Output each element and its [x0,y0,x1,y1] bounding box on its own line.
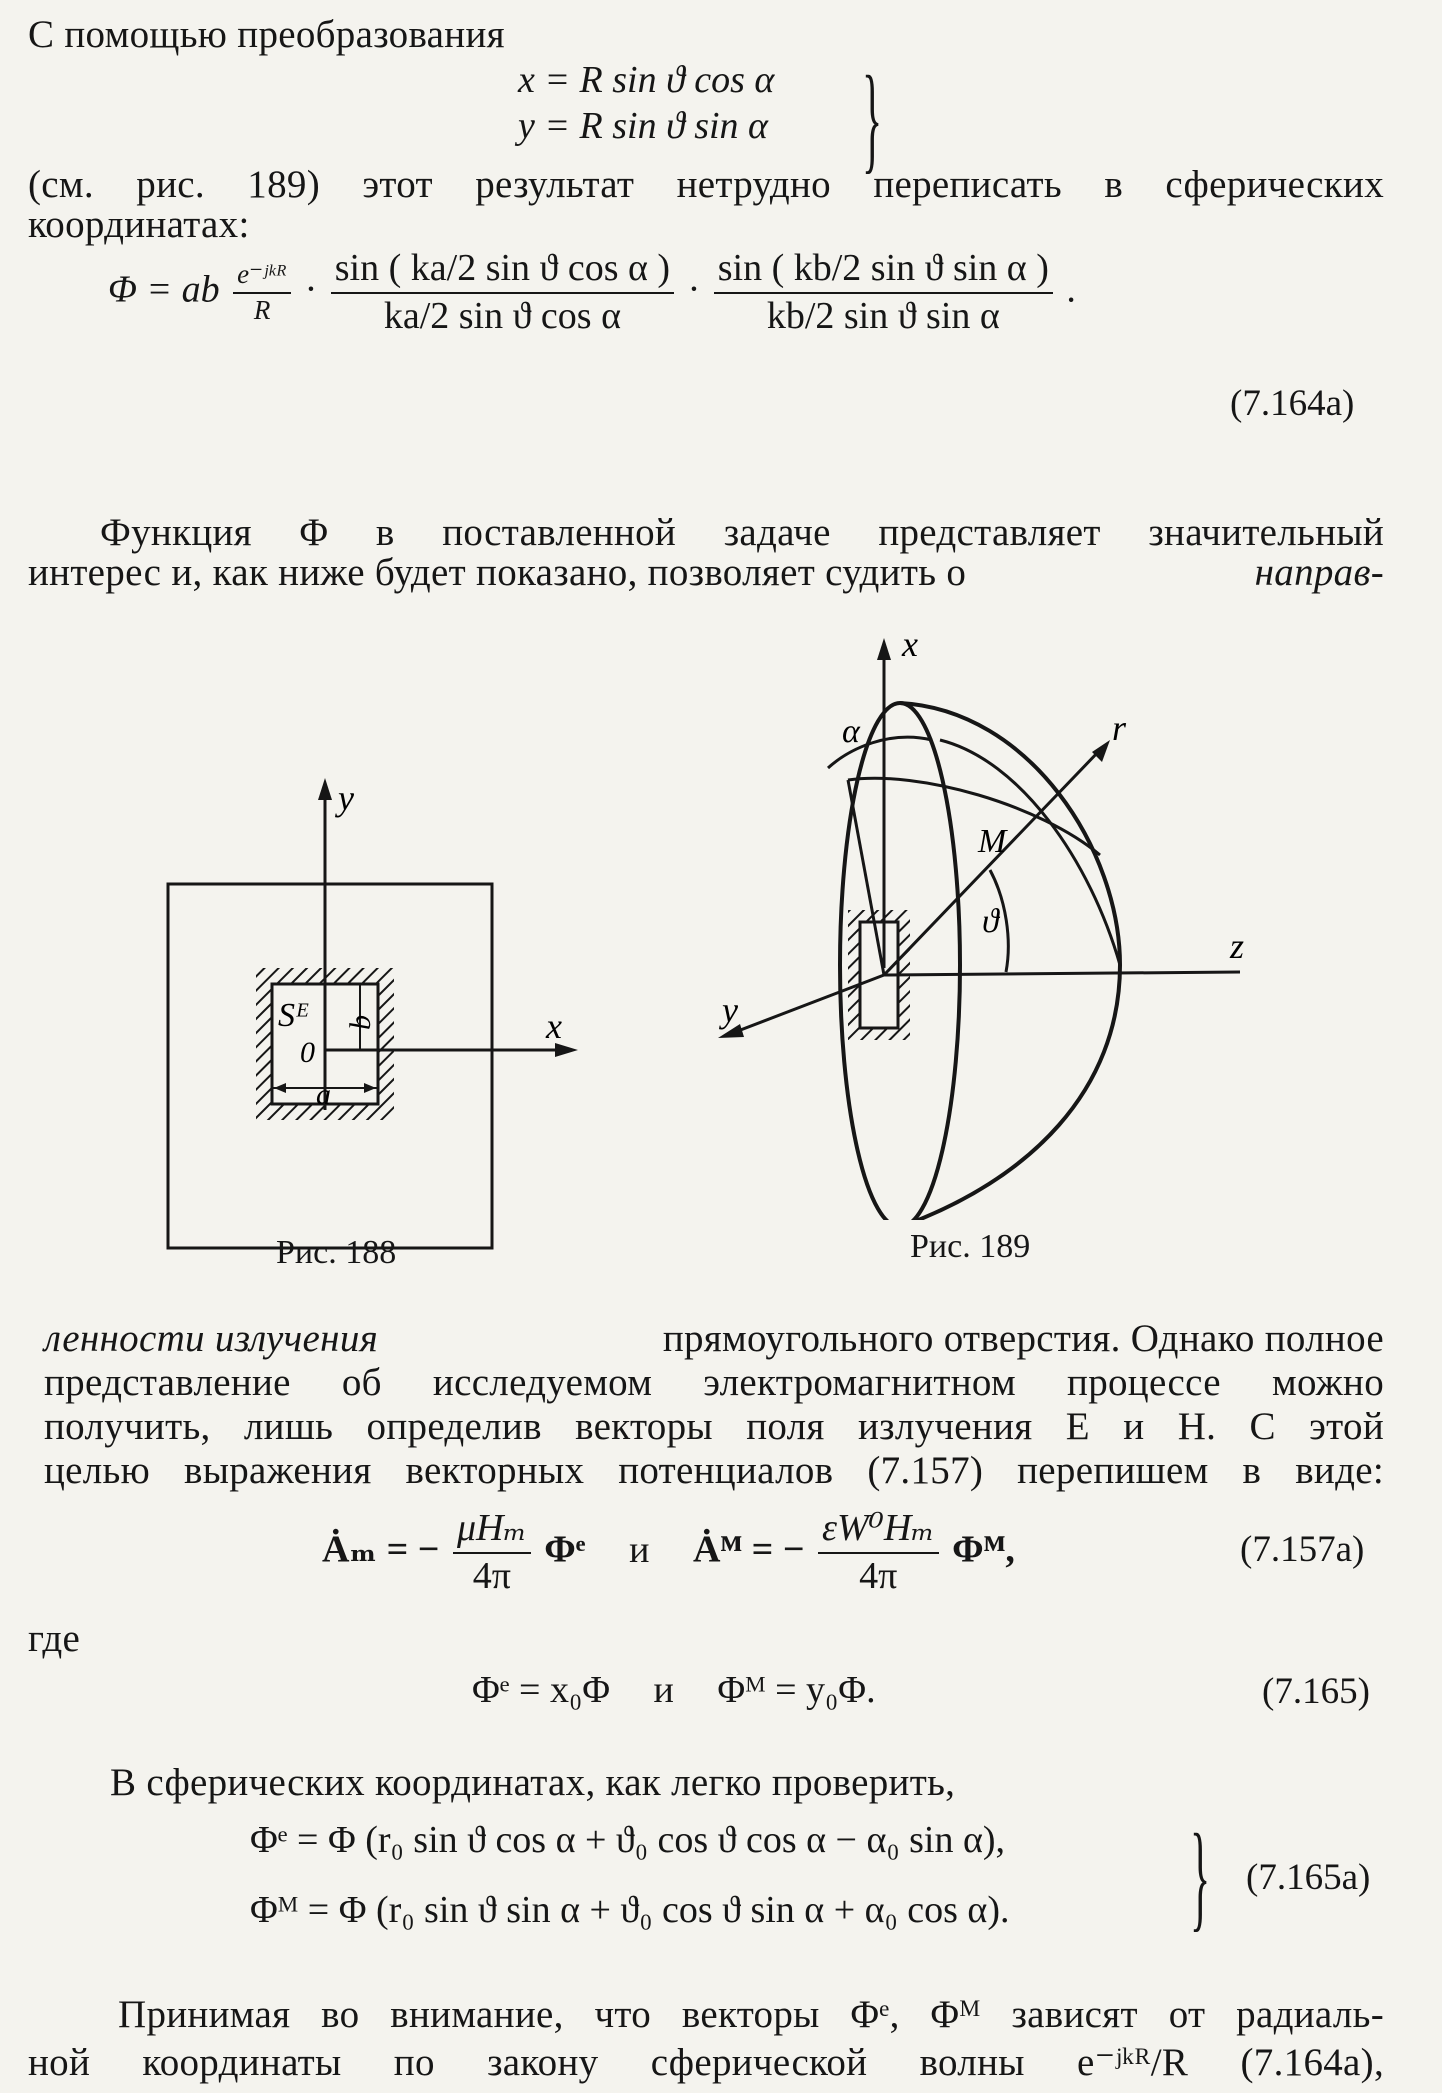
text-line [28,552,1384,595]
label-m: M [978,823,1007,860]
text-line: представление об исследуемом электромагнитном процессе можно [44,1361,1384,1404]
numerator: μHₘ [453,1508,531,1554]
numerator: εW⁰Hₘ [818,1508,939,1554]
text-line: (см. рис. 189) этот результат нетрудно переписать в сферических [28,163,1384,206]
denominator: 4π [859,1554,898,1597]
text-line: целью выражения векторных потенциалов (7.157) перепишем в виде: [44,1449,1384,1492]
y-arrow [318,778,332,800]
label-y: y [722,990,738,1030]
label-x: x [546,1006,562,1046]
label-origin: 0 [300,1036,315,1069]
label-a: a [316,1078,331,1111]
r-arrow [1092,740,1110,762]
outer-screen [168,884,492,1248]
label-z: z [1230,926,1245,966]
denominator: R [253,294,271,325]
transform-brace: } [862,51,883,184]
conjunction: и [653,1669,674,1711]
numerator: e⁻ʲᵏᴿ [233,260,291,294]
label-alpha: α [842,713,860,750]
denominator: kb/2 sin ϑ sin α [766,294,1000,337]
fraction [331,248,674,338]
equation-number: (7.164a) [1230,383,1355,424]
a-arrow-left [274,1083,286,1093]
text-line: В сферических координатах, как легко проверить, [110,1761,956,1804]
fraction [818,1508,939,1598]
equation-7-165a-line2: Φᴹ = Φ (r₀ sin ϑ sin α + ϑ₀ cos ϑ sin α + α₀ cos α). [250,1889,1010,1931]
fraction [714,248,1053,338]
text-fragment-italic: ленности излучения [44,1317,379,1360]
equation-7-164a: Φ = ab $\frac{\text{e⁻ʲᵏᴿ}}{R}$ · $\frac{\text{sin ( ka/2 sin ϑ cos α )}}{\text{ka/2 sin ϑ cos α}}$ · $\frac{\text{sin ( kb/2 sin ϑ sin α )}}{\text{kb/2 sin ϑ sin α}}$ . [108,247,1076,337]
conjunction: и [629,1528,650,1571]
r-ray [884,750,1100,975]
text-fragment: прямоугольного отверстия. Однако полное [662,1317,1384,1360]
z-axis [884,972,1240,975]
eq-lhs: Φ = ab [108,268,220,311]
equation-number: (7.165) [1262,1671,1370,1712]
numerator: sin ( ka/2 sin ϑ cos α ) [331,248,674,294]
text-line: где [28,1617,81,1660]
label-theta: ϑ [982,903,999,940]
label-r: r [1112,708,1127,748]
label-b: b [344,1015,377,1030]
figure-189 [700,620,1260,1220]
denominator: 4π [472,1554,511,1597]
text-line: получить, лишь определив векторы поля излучения E и H. С этой [44,1405,1384,1448]
text-line [44,1318,1384,1361]
eq-term: Φᴹ = y₀Φ. [717,1669,876,1711]
text-line: ной координаты по закону сферической волны e⁻ʲᵏᴿ/R (7.164а), [28,2041,1384,2084]
eq-term: Φᴹ, [952,1528,1015,1571]
equation-number: (7.157a) [1240,1529,1365,1570]
figure-caption: Рис. 188 [276,1234,397,1271]
transform-x: x = R sin ϑ cos α [518,59,775,101]
eq-term: Φᵉ = x₀Φ [472,1669,610,1711]
x-arrow [877,638,891,660]
system-brace: } [1190,1809,1211,1942]
text-line: координатах: [28,203,250,246]
equation-number: (7.165a) [1246,1857,1371,1898]
label-x: x [902,624,918,664]
text-line: Функция Φ в поставленной задаче представляет значительный [100,511,1384,554]
equation-7-157a [322,1508,1015,1598]
figure-caption: Рис. 189 [910,1228,1031,1265]
eq-term: Ȧᴹ = − [692,1528,805,1571]
text-line: Принимая во внимание, что векторы Φᵉ, Φᴹ зависят от радиаль- [118,1993,1384,2036]
numerator: sin ( kb/2 sin ϑ sin α ) [714,248,1053,294]
text-fragment-italic: направ- [1254,551,1384,594]
label-s: Sᴱ [278,997,309,1034]
equation-7-165a-line1: Φᵉ = Φ (r₀ sin ϑ cos α + ϑ₀ cos ϑ cos α − α₀ sin α), [250,1819,1006,1861]
transform-y: y = R sin ϑ sin α [518,105,769,147]
a-arrow-right [364,1083,376,1093]
denominator: ka/2 sin ϑ cos α [383,294,621,337]
equation-7-165 [472,1670,876,1712]
eq-term: Φᵉ [544,1528,586,1571]
eq-term: Ȧₘ = − [322,1528,440,1571]
intro-text: С помощью преобразования [28,13,505,56]
figure-188 [150,770,590,1280]
text-fragment: интерес и, как ниже будет показано, позволяет судить о [28,551,967,594]
fraction [233,260,291,325]
label-y: y [338,778,354,818]
fraction [453,1508,531,1598]
